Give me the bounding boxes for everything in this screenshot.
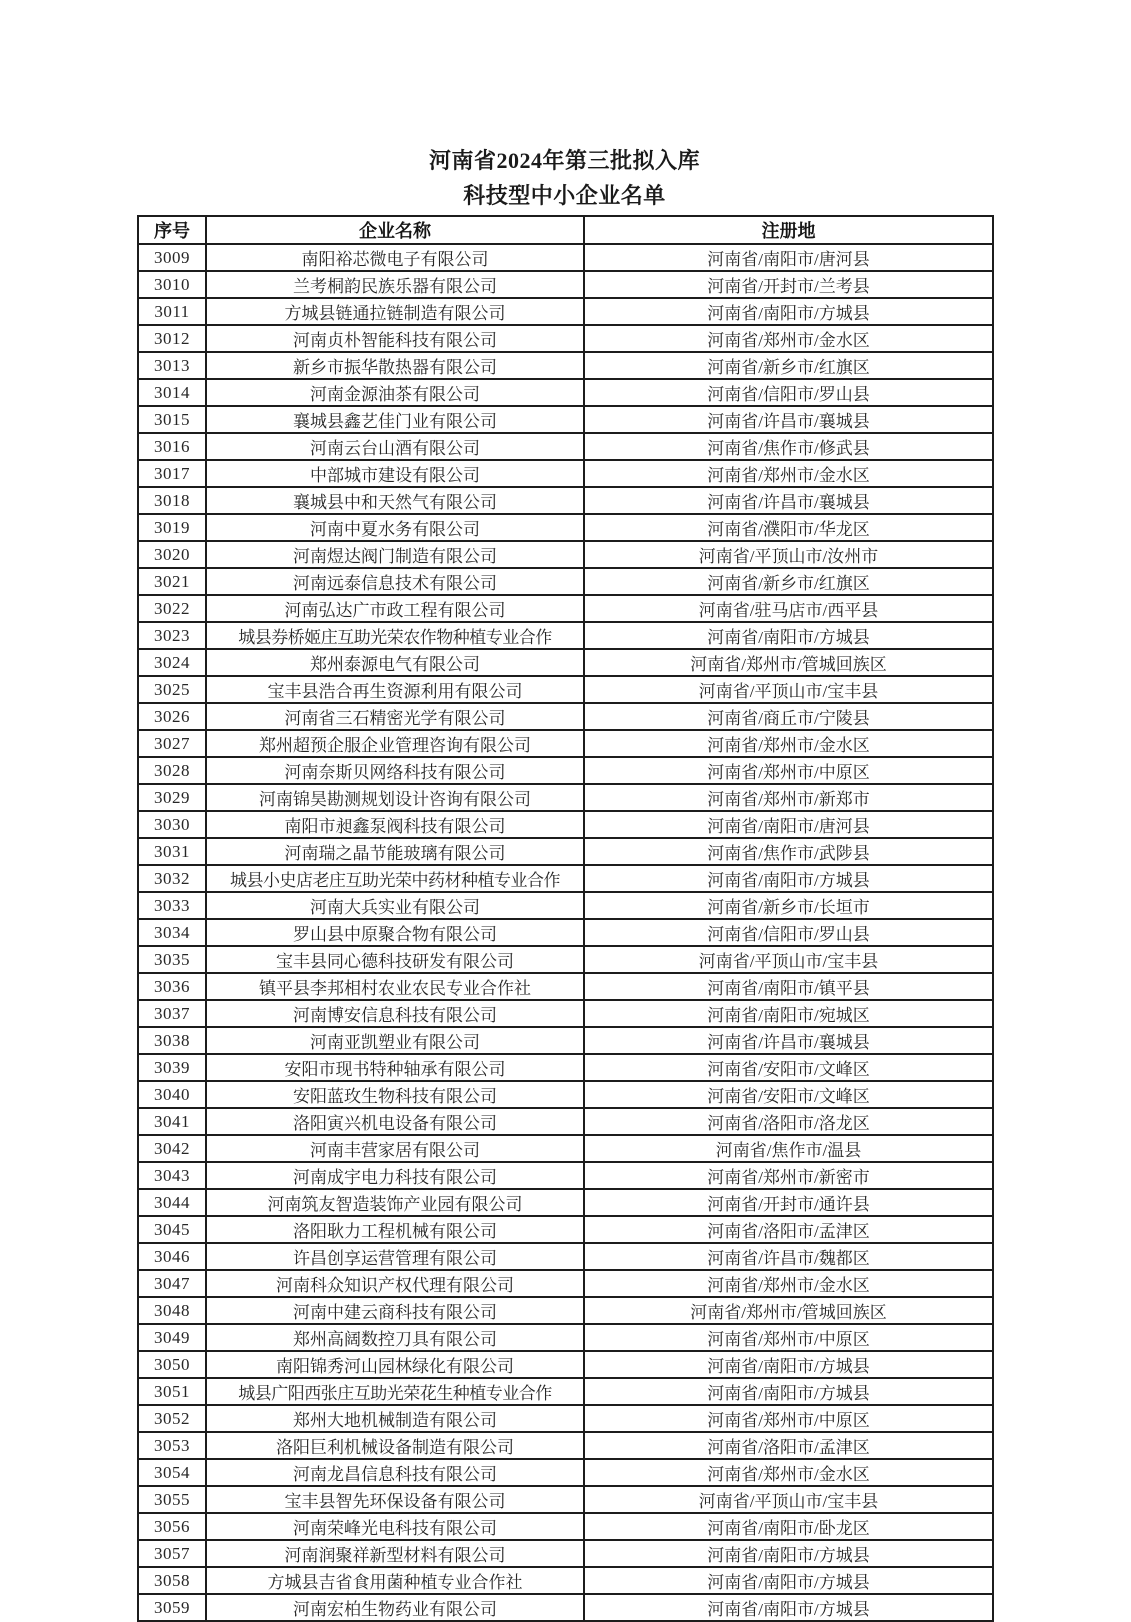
serial-number-cell: 3039 (138, 1054, 206, 1081)
registration-location-cell: 河南省/新乡市/红旗区 (584, 352, 993, 379)
serial-number-cell: 3009 (138, 244, 206, 271)
serial-number-cell: 3036 (138, 973, 206, 1000)
serial-number-cell: 3031 (138, 838, 206, 865)
serial-number-cell: 3045 (138, 1216, 206, 1243)
table-row (138, 730, 993, 757)
registration-location-cell: 河南省/洛阳市/洛龙区 (584, 1108, 993, 1135)
registration-location-cell: 河南省/郑州市/中原区 (584, 1324, 993, 1351)
company-name-cell: 河南荣峰光电科技有限公司 (206, 1513, 584, 1540)
serial-number-cell: 3033 (138, 892, 206, 919)
registration-location-cell: 河南省/洛阳市/孟津区 (584, 1216, 993, 1243)
serial-number-cell: 3017 (138, 460, 206, 487)
table-row (138, 1540, 993, 1567)
serial-number-cell: 3014 (138, 379, 206, 406)
table-row (138, 622, 993, 649)
company-name-cell: 新乡市振华散热器有限公司 (206, 352, 584, 379)
company-name-cell: 许昌创享运营管理有限公司 (206, 1243, 584, 1270)
company-name-cell: 河南亚凯塑业有限公司 (206, 1027, 584, 1054)
company-name-cell: 河南丰营家居有限公司 (206, 1135, 584, 1162)
registration-location-cell: 河南省/南阳市/方城县 (584, 865, 993, 892)
table-row (138, 1054, 993, 1081)
table-row (138, 271, 993, 298)
table-row (138, 1324, 993, 1351)
registration-location-cell: 河南省/商丘市/宁陵县 (584, 703, 993, 730)
serial-number-cell: 3028 (138, 757, 206, 784)
serial-number-cell: 3038 (138, 1027, 206, 1054)
registration-location-cell: 河南省/濮阳市/华龙区 (584, 514, 993, 541)
table-row (138, 1243, 993, 1270)
serial-number-cell: 3037 (138, 1000, 206, 1027)
company-name-cell: 洛阳巨利机械设备制造有限公司 (206, 1432, 584, 1459)
registration-location-cell: 河南省/焦作市/修武县 (584, 433, 993, 460)
company-name-cell: 宝丰县浩合再生资源利用有限公司 (206, 676, 584, 703)
serial-number-cell: 3027 (138, 730, 206, 757)
company-name-cell: 河南中建云商科技有限公司 (206, 1297, 584, 1324)
registration-location-cell: 河南省/南阳市/方城县 (584, 1351, 993, 1378)
table-header (138, 216, 993, 244)
registration-location-cell: 河南省/郑州市/金水区 (584, 1459, 993, 1486)
table-row (138, 1270, 993, 1297)
company-name-cell: 兰考桐韵民族乐器有限公司 (206, 271, 584, 298)
table-row (138, 298, 993, 325)
company-name-cell: 河南博安信息科技有限公司 (206, 1000, 584, 1027)
column-header-company-name: 企业名称 (206, 216, 584, 244)
table-row (138, 1594, 993, 1621)
company-name-cell: 襄城县鑫艺佳门业有限公司 (206, 406, 584, 433)
serial-number-cell: 3053 (138, 1432, 206, 1459)
table-row (138, 946, 993, 973)
serial-number-cell: 3015 (138, 406, 206, 433)
serial-number-cell: 3047 (138, 1270, 206, 1297)
table-row (138, 811, 993, 838)
registration-location-cell: 河南省/南阳市/方城县 (584, 1378, 993, 1405)
company-name-cell: 城县券桥姬庄互助光荣农作物种植专业合作 (206, 622, 584, 649)
company-name-cell: 河南金源油茶有限公司 (206, 379, 584, 406)
company-name-cell: 河南贞朴智能科技有限公司 (206, 325, 584, 352)
table-body (138, 244, 993, 1621)
registration-location-cell: 河南省/南阳市/镇平县 (584, 973, 993, 1000)
company-name-cell: 河南科众知识产权代理有限公司 (206, 1270, 584, 1297)
serial-number-cell: 3051 (138, 1378, 206, 1405)
registration-location-cell: 河南省/南阳市/方城县 (584, 622, 993, 649)
serial-number-cell: 3026 (138, 703, 206, 730)
registration-location-cell: 河南省/新乡市/红旗区 (584, 568, 993, 595)
company-name-cell: 城县小史店老庄互助光荣中药材种植专业合作 (206, 865, 584, 892)
registration-location-cell: 河南省/洛阳市/孟津区 (584, 1432, 993, 1459)
document-title-line2: 科技型中小企业名单 (463, 183, 666, 208)
company-name-cell: 河南云台山酒有限公司 (206, 433, 584, 460)
serial-number-cell: 3013 (138, 352, 206, 379)
registration-location-cell: 河南省/南阳市/方城县 (584, 1567, 993, 1594)
serial-number-cell: 3042 (138, 1135, 206, 1162)
registration-location-cell: 河南省/焦作市/武陟县 (584, 838, 993, 865)
registration-location-cell: 河南省/郑州市/中原区 (584, 757, 993, 784)
registration-location-cell: 河南省/郑州市/新密市 (584, 1162, 993, 1189)
serial-number-cell: 3049 (138, 1324, 206, 1351)
company-name-cell: 襄城县中和天然气有限公司 (206, 487, 584, 514)
table-row (138, 838, 993, 865)
serial-number-cell: 3040 (138, 1081, 206, 1108)
serial-number-cell: 3046 (138, 1243, 206, 1270)
company-name-cell: 河南筑友智造装饰产业园有限公司 (206, 1189, 584, 1216)
table-row (138, 1567, 993, 1594)
document-title (137, 143, 992, 213)
serial-number-cell: 3020 (138, 541, 206, 568)
registration-location-cell: 河南省/平顶山市/宝丰县 (584, 1486, 993, 1513)
serial-number-cell: 3056 (138, 1513, 206, 1540)
registration-location-cell: 河南省/安阳市/文峰区 (584, 1081, 993, 1108)
serial-number-cell: 3025 (138, 676, 206, 703)
table-row (138, 1513, 993, 1540)
registration-location-cell: 河南省/郑州市/管城回族区 (584, 649, 993, 676)
table-row (138, 1000, 993, 1027)
table-row (138, 541, 993, 568)
table-row (138, 1081, 993, 1108)
serial-number-cell: 3010 (138, 271, 206, 298)
registration-location-cell: 河南省/平顶山市/宝丰县 (584, 946, 993, 973)
company-name-cell: 河南奈斯贝网络科技有限公司 (206, 757, 584, 784)
company-name-cell: 郑州超预企服企业管理咨询有限公司 (206, 730, 584, 757)
table-row (138, 676, 993, 703)
table-row (138, 487, 993, 514)
company-name-cell: 河南瑞之晶节能玻璃有限公司 (206, 838, 584, 865)
company-name-cell: 洛阳寅兴机电设备有限公司 (206, 1108, 584, 1135)
company-name-cell: 河南锦昊勘测规划设计咨询有限公司 (206, 784, 584, 811)
registration-location-cell: 河南省/郑州市/新郑市 (584, 784, 993, 811)
company-name-cell: 河南煜达阀门制造有限公司 (206, 541, 584, 568)
table-row (138, 1162, 993, 1189)
table-row (138, 1027, 993, 1054)
serial-number-cell: 3043 (138, 1162, 206, 1189)
company-name-cell: 郑州高阔数控刀具有限公司 (206, 1324, 584, 1351)
company-name-cell: 中部城市建设有限公司 (206, 460, 584, 487)
column-header-registration-location: 注册地 (584, 216, 993, 244)
company-name-cell: 城县广阳西张庄互助光荣花生种植专业合作 (206, 1378, 584, 1405)
company-name-cell: 河南大兵实业有限公司 (206, 892, 584, 919)
serial-number-cell: 3030 (138, 811, 206, 838)
table-row (138, 568, 993, 595)
serial-number-cell: 3052 (138, 1405, 206, 1432)
serial-number-cell: 3054 (138, 1459, 206, 1486)
serial-number-cell: 3018 (138, 487, 206, 514)
registration-location-cell: 河南省/郑州市/金水区 (584, 325, 993, 352)
company-name-cell: 宝丰县同心德科技研发有限公司 (206, 946, 584, 973)
registration-location-cell: 河南省/南阳市/唐河县 (584, 244, 993, 271)
document-title-line1: 河南省2024年第三批拟入库 (428, 148, 700, 173)
registration-location-cell: 河南省/南阳市/宛城区 (584, 1000, 993, 1027)
table-row (138, 1351, 993, 1378)
serial-number-cell: 3058 (138, 1567, 206, 1594)
serial-number-cell: 3035 (138, 946, 206, 973)
table-row (138, 703, 993, 730)
table-row (138, 1405, 993, 1432)
table-row (138, 406, 993, 433)
serial-number-cell: 3041 (138, 1108, 206, 1135)
registration-location-cell: 河南省/许昌市/魏都区 (584, 1243, 993, 1270)
table-row (138, 784, 993, 811)
table-row (138, 1459, 993, 1486)
column-header-serial-number: 序号 (138, 216, 206, 244)
table-row (138, 514, 993, 541)
company-name-cell: 罗山县中原聚合物有限公司 (206, 919, 584, 946)
registration-location-cell: 河南省/信阳市/罗山县 (584, 379, 993, 406)
company-name-cell: 洛阳耿力工程机械有限公司 (206, 1216, 584, 1243)
registration-location-cell: 河南省/郑州市/金水区 (584, 730, 993, 757)
table-row (138, 1189, 993, 1216)
company-name-cell: 河南润聚祥新型材料有限公司 (206, 1540, 584, 1567)
table-row (138, 379, 993, 406)
serial-number-cell: 3021 (138, 568, 206, 595)
registration-location-cell: 河南省/新乡市/长垣市 (584, 892, 993, 919)
company-name-cell: 南阳市昶鑫泵阀科技有限公司 (206, 811, 584, 838)
registration-location-cell: 河南省/郑州市/金水区 (584, 460, 993, 487)
serial-number-cell: 3029 (138, 784, 206, 811)
table-row (138, 460, 993, 487)
registration-location-cell: 河南省/开封市/兰考县 (584, 271, 993, 298)
registration-location-cell: 河南省/信阳市/罗山县 (584, 919, 993, 946)
serial-number-cell: 3048 (138, 1297, 206, 1324)
company-name-cell: 方城县吉省食用菌种植专业合作社 (206, 1567, 584, 1594)
serial-number-cell: 3012 (138, 325, 206, 352)
serial-number-cell: 3016 (138, 433, 206, 460)
serial-number-cell: 3023 (138, 622, 206, 649)
table-row (138, 433, 993, 460)
serial-number-cell: 3034 (138, 919, 206, 946)
table-row (138, 1432, 993, 1459)
serial-number-cell: 3019 (138, 514, 206, 541)
registration-location-cell: 河南省/南阳市/卧龙区 (584, 1513, 993, 1540)
company-name-cell: 河南中夏水务有限公司 (206, 514, 584, 541)
registration-location-cell: 河南省/南阳市/方城县 (584, 1540, 993, 1567)
company-name-cell: 河南宏柏生物药业有限公司 (206, 1594, 584, 1621)
company-name-cell: 河南远泰信息技术有限公司 (206, 568, 584, 595)
table-row (138, 325, 993, 352)
registration-location-cell: 河南省/安阳市/文峰区 (584, 1054, 993, 1081)
table-row (138, 649, 993, 676)
company-name-cell: 郑州大地机械制造有限公司 (206, 1405, 584, 1432)
company-name-cell: 安阳市现书特种轴承有限公司 (206, 1054, 584, 1081)
registration-location-cell: 河南省/南阳市/唐河县 (584, 811, 993, 838)
company-name-cell: 安阳蓝玫生物科技有限公司 (206, 1081, 584, 1108)
serial-number-cell: 3011 (138, 298, 206, 325)
registration-location-cell: 河南省/许昌市/襄城县 (584, 406, 993, 433)
company-name-cell: 镇平县李邦相村农业农民专业合作社 (206, 973, 584, 1000)
company-name-cell: 河南省三石精密光学有限公司 (206, 703, 584, 730)
registration-location-cell: 河南省/驻马店市/西平县 (584, 595, 993, 622)
serial-number-cell: 3044 (138, 1189, 206, 1216)
serial-number-cell: 3032 (138, 865, 206, 892)
table-row (138, 352, 993, 379)
registration-location-cell: 河南省/平顶山市/宝丰县 (584, 676, 993, 703)
table-row (138, 1135, 993, 1162)
registration-location-cell: 河南省/南阳市/方城县 (584, 1594, 993, 1621)
company-name-cell: 宝丰县智先环保设备有限公司 (206, 1486, 584, 1513)
company-name-cell: 方城县链通拉链制造有限公司 (206, 298, 584, 325)
registration-location-cell: 河南省/郑州市/管城回族区 (584, 1297, 993, 1324)
company-name-cell: 河南成宇电力科技有限公司 (206, 1162, 584, 1189)
table-row (138, 1216, 993, 1243)
serial-number-cell: 3050 (138, 1351, 206, 1378)
serial-number-cell: 3057 (138, 1540, 206, 1567)
registration-location-cell: 河南省/焦作市/温县 (584, 1135, 993, 1162)
company-roster-table (137, 215, 994, 1622)
registration-location-cell: 河南省/郑州市/中原区 (584, 1405, 993, 1432)
header-row (138, 216, 993, 244)
company-name-cell: 南阳锦秀河山园林绿化有限公司 (206, 1351, 584, 1378)
table-row (138, 1108, 993, 1135)
company-name-cell: 河南龙昌信息科技有限公司 (206, 1459, 584, 1486)
company-name-cell: 南阳裕芯微电子有限公司 (206, 244, 584, 271)
registration-location-cell: 河南省/开封市/通许县 (584, 1189, 993, 1216)
registration-location-cell: 河南省/许昌市/襄城县 (584, 487, 993, 514)
company-name-cell: 河南弘达广市政工程有限公司 (206, 595, 584, 622)
registration-location-cell: 河南省/南阳市/方城县 (584, 298, 993, 325)
registration-location-cell: 河南省/平顶山市/汝州市 (584, 541, 993, 568)
registration-location-cell: 河南省/许昌市/襄城县 (584, 1027, 993, 1054)
table-row (138, 973, 993, 1000)
company-name-cell: 郑州泰源电气有限公司 (206, 649, 584, 676)
table-row (138, 865, 993, 892)
table-row (138, 1297, 993, 1324)
registration-location-cell: 河南省/郑州市/金水区 (584, 1270, 993, 1297)
serial-number-cell: 3059 (138, 1594, 206, 1621)
table-row (138, 595, 993, 622)
table-row (138, 892, 993, 919)
table-row (138, 757, 993, 784)
serial-number-cell: 3022 (138, 595, 206, 622)
serial-number-cell: 3024 (138, 649, 206, 676)
table-row (138, 1486, 993, 1513)
table-row (138, 244, 993, 271)
table-row (138, 919, 993, 946)
table-row (138, 1378, 993, 1405)
serial-number-cell: 3055 (138, 1486, 206, 1513)
